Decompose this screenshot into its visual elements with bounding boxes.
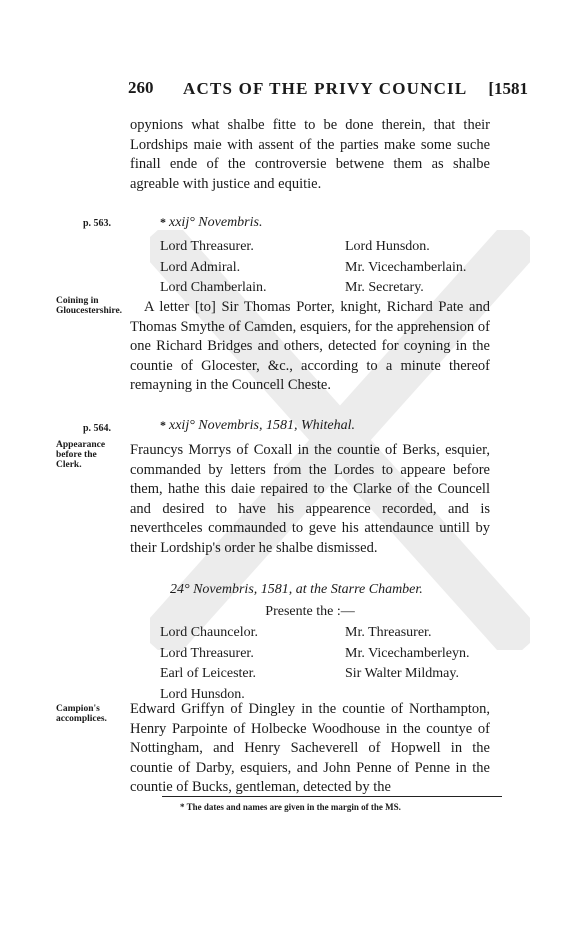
present-name: Earl of Leicester. — [160, 666, 257, 681]
present-name: Lord Hunsdon. — [345, 239, 430, 254]
present-name: Lord Admiral. — [160, 259, 241, 275]
margin-note-appearance: Appearance before the Clerk. — [56, 440, 106, 470]
entry-date-text: xxij° Novembris, 1581, Whitehal. — [169, 418, 356, 433]
footnote-marker: * — [160, 418, 166, 432]
page-header — [128, 78, 528, 102]
running-year: [1581 — [488, 79, 528, 98]
margin-note-campion: Campion's accomplices. — [56, 704, 107, 724]
present-name: Mr. Vicechamberleyn. — [345, 645, 470, 661]
present-name: Lord Chauncelor. — [160, 625, 258, 640]
entry-date-1 — [160, 215, 262, 231]
present-row — [160, 623, 500, 644]
present-list-3 — [160, 623, 500, 705]
footnote-marker: * — [160, 215, 166, 229]
entry-text-3: Edward Griffyn of Dingley in the countie of Northampton, Henry Parpointe of Holbecke Woodhouse in the countye of Nottingham, and Henry Sacheverell of Hopwell in the countie of Darby, esquiers, and John Penne of Penne in the countie of Bucks, gentleman, detected by the — [130, 701, 490, 795]
running-title: ACTS OF THE PRIVY COUNCIL — [183, 79, 468, 98]
present-label: Presente the :— — [265, 604, 355, 619]
page-number: 260 — [128, 78, 154, 97]
page-reference-563: p. 563. — [83, 218, 112, 229]
entry-text-2: Frauncys Morrys of Coxall in the countie of Berks, esquier, commanded by letters from the Lordes to appeare before them, hathe this daie repaired to the Clarke of the Councell and desired to have his appearence recorded, and is neverthceles commaunded to geve his attendaunce untill by their Lordship's order he shalbe dismissed. — [130, 442, 490, 556]
present-name: Mr. Vicechamberlain. — [345, 259, 467, 275]
footnote: * The dates and names are given in the margin of the MS. — [180, 802, 401, 812]
present-row — [160, 644, 500, 665]
present-name: Lord Hunsdon. — [160, 686, 245, 702]
continued-paragraph: opynions what shalbe fitte to be done therein, that their Lordships maie with assent of the parties make some suche finall ende of the controversie betwene them as shalbe agreable with justice and equitie. — [130, 117, 490, 192]
present-row — [160, 237, 500, 258]
entry-date-text: xxij° Novembris. — [169, 215, 263, 230]
present-name: Lord Threasurer. — [160, 239, 254, 254]
page-reference-564: p. 564. — [83, 423, 112, 434]
present-name: Mr. Threasurer. — [345, 625, 432, 640]
entry-text-1: A letter [to] Sir Thomas Porter, knight, Richard Pate and Thomas Smythe of Camden, esquiers, for the apprehension of one Richard Bridges and others, detected for coyning in the countie of Glocester, &c., according to a minute thereof remayning in the Councell Cheste. — [130, 299, 490, 393]
present-name: Sir Walter Mildmay. — [345, 666, 459, 681]
entry-date-3: 24° Novembris, 1581, at the Starre Chamber. — [170, 582, 423, 597]
present-row — [160, 664, 500, 685]
margin-note-coining: Coining in Gloucestershire. — [56, 296, 123, 316]
present-row — [160, 278, 500, 299]
present-name: Lord Threasurer. — [160, 645, 254, 661]
present-name: Mr. Secretary. — [345, 280, 424, 295]
present-row — [160, 258, 500, 279]
footnote-rule — [162, 796, 502, 797]
entry-date-2 — [160, 418, 355, 434]
present-name: Lord Chamberlain. — [160, 280, 267, 295]
present-list-1 — [160, 237, 500, 299]
